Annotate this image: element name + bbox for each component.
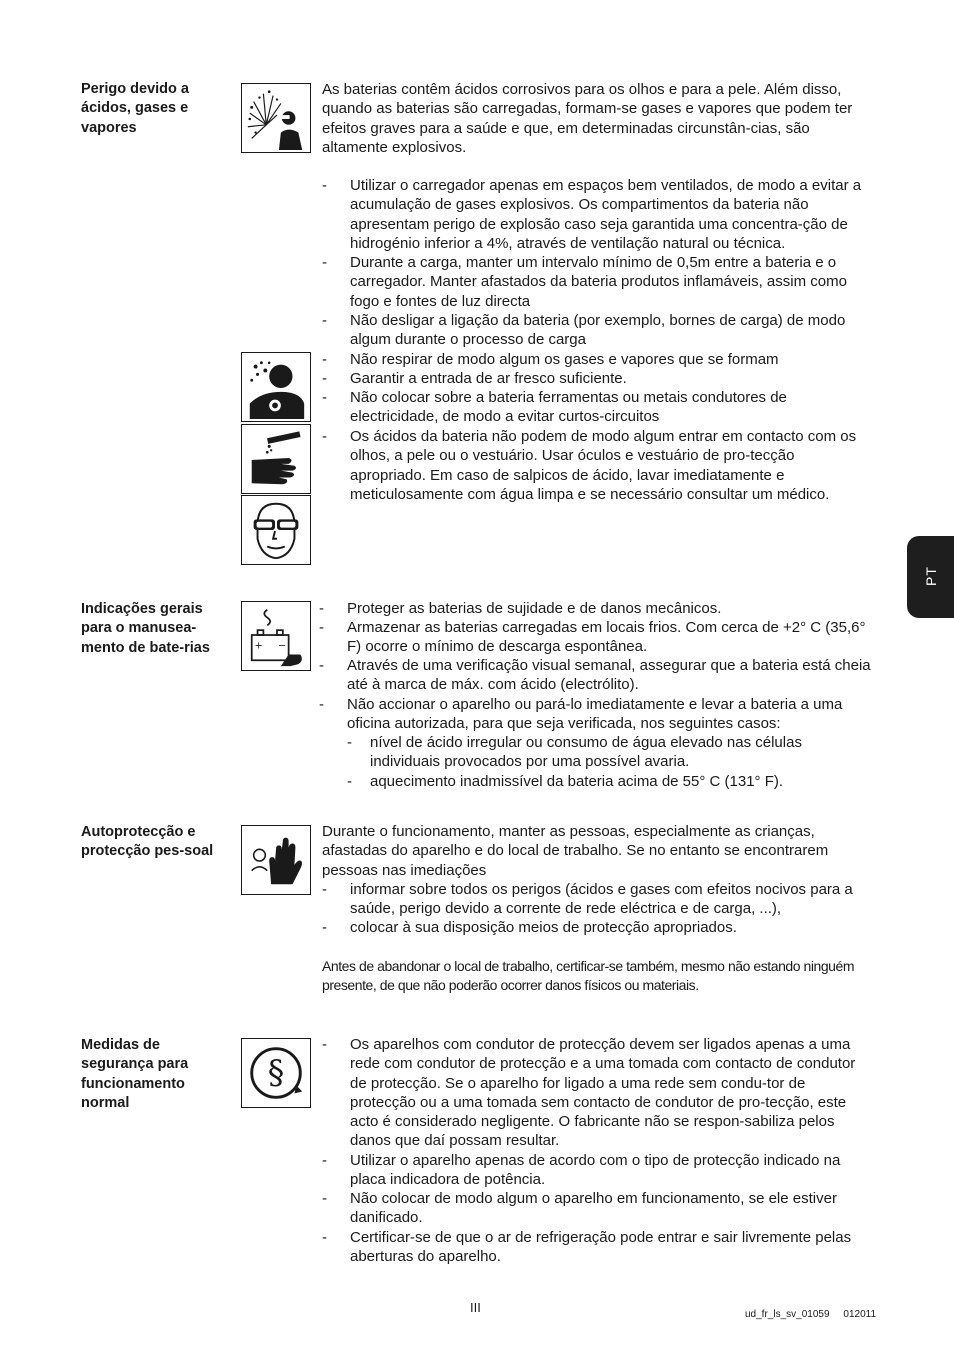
svg-text:§: § — [267, 1052, 285, 1092]
list-item: - Os ácidos da bateria não podem de modo algum entrar em contacto com os olhos, a pele ou o vestuário. Usar óculos e vestuário de pro-tecção apropriado. Em caso de salpicos de ácido, lavar imediatamente e meticulosamente com água limpa e se necessário consultar um médico. — [322, 428, 857, 503]
regulation-paragraph-icon — [241, 1038, 311, 1108]
sub-list-item: - nível de ácido irregular ou consumo de água elevado nas células individuais provocados por uma possível avaria. — [347, 734, 802, 771]
section-heading-self-protection: Autoprotecção e protecção pes-soal — [81, 824, 214, 860]
svg-text:−: − — [277, 640, 287, 652]
acid-hand-icon — [241, 424, 311, 494]
list-item: - Não colocar sobre a bateria ferramentas ou metais condutores de electricidade, de modo a evitar curtos-circuitos — [322, 389, 787, 426]
list-item: - Não desligar a ligação da bateria (por exemplo, bornes de carga) de modo algum durante o processo de carga — [322, 312, 846, 349]
svg-text:+: + — [254, 640, 263, 652]
sub-list-item: - aquecimento inadmissível da bateria acima de 55° C (131° F). — [347, 773, 784, 790]
language-tab: PT — [907, 536, 954, 618]
list-item: - Garantir a entrada de ar fresco suficiente. — [322, 370, 627, 387]
list-item: - Certificar-se de que o ar de refrigeração pode entrar e sair livremente pelas aberturas do aparelho. — [322, 1229, 852, 1266]
section-heading-safety-measures: Medidas de segurança para funcionamento normal — [81, 1037, 189, 1112]
section-note: Antes de abandonar o local de trabalho, certificar-se também, mesmo não estando ninguém presente, de que não poderão ocorrer danos físicos ou materiais. — [322, 958, 855, 994]
section-heading-battery-handling: Indicações gerais para o manusea-mento de bate-rias — [81, 601, 210, 656]
list-item: - Armazenar as baterias carregadas em locais frios. Com cerca de +2° C (35,6° F) ocorre o mínimo de descarga espontânea. — [319, 619, 866, 656]
list-item: - Utilizar o aparelho apenas de acordo com o tipo de protecção indicado na placa indicadora de potência. — [322, 1152, 841, 1189]
section-intro-paragraph: Durante o funcionamento, manter as pessoas, especialmente as crianças, afastadas do aparelho e do local de trabalho. Se no entanto se encontrarem pessoas nas imediações — [322, 823, 829, 879]
page-number: III — [470, 1300, 481, 1315]
list-item: - Utilizar o carregador apenas em espaços bem ventilados, de modo a evitar a acumulação de gases explosivos. Os compartimentos da bateria não apresentam perigo de explosão caso seja garantida uma concentra-ção de hidrogénio inferior a 4%, através de ventilação natural ou técnica. — [322, 177, 862, 252]
gas-inhalation-icon — [241, 352, 311, 422]
list-item: - Não respirar de modo algum os gases e vapores que se formam — [322, 351, 779, 368]
list-item: - Através de uma verificação visual semanal, assegurar que a bateria está cheia até à marca de máx. com ácido (electrólito). — [319, 657, 871, 694]
battery-handling-icon — [241, 601, 311, 671]
list-item: - Proteger as baterias de sujidade e de danos mecânicos. — [319, 600, 722, 617]
list-item: - Os aparelhos com condutor de protecção devem ser ligados apenas a uma rede com condutor de protecção e a uma tomada com contacto de condutor de protecção. Se o aparelho for ligado a uma rede sem condu-tor de protecção ou a uma tomada sem contacto de condutor de pro-tecção, este acto é considerado negligente. O fabricante não se respon-sabiliza pelos danos que daí possam resultar. — [322, 1036, 856, 1150]
explosion-icon — [241, 83, 311, 153]
list-item: - Não accionar o aparelho ou pará-lo imediatamente e levar a bateria a uma oficina autorizada, para que seja verificada, nos seguintes casos: — [319, 696, 843, 733]
document-code: ud_fr_ls_sv_01059 012011 — [745, 1309, 877, 1320]
list-item: - Não colocar de modo algum o aparelho em funcionamento, se ele estiver danificado. — [322, 1190, 837, 1227]
list-item: - informar sobre todos os perigos (ácidos e gases com efeitos nocivos para a saúde, perigo devido a corrente de rede eléctrica e de carga, ...), — [322, 881, 853, 918]
list-item: - Durante a carga, manter um intervalo mínimo de 0,5m entre a bateria e o carregador. Manter afastados da bateria produtos inflamáveis, assim como fogo e fontes de luz directa — [322, 254, 847, 310]
section-intro-paragraph: As baterias contêm ácidos corrosivos para os olhos e para a pele. Além disso, quando as baterias são carregadas, formam-se gases e vapores que podem ter efeitos graves para a saúde e que, em determinadas circunstân-cias, são altamente explosivos. — [322, 81, 853, 156]
safety-goggles-icon — [241, 495, 311, 565]
section-heading-acid-danger: Perigo devido a ácidos, gases e vapores — [81, 81, 189, 136]
list-item: - colocar à sua disposição meios de protecção apropriados. — [322, 919, 737, 936]
keep-away-hand-icon — [241, 825, 311, 895]
